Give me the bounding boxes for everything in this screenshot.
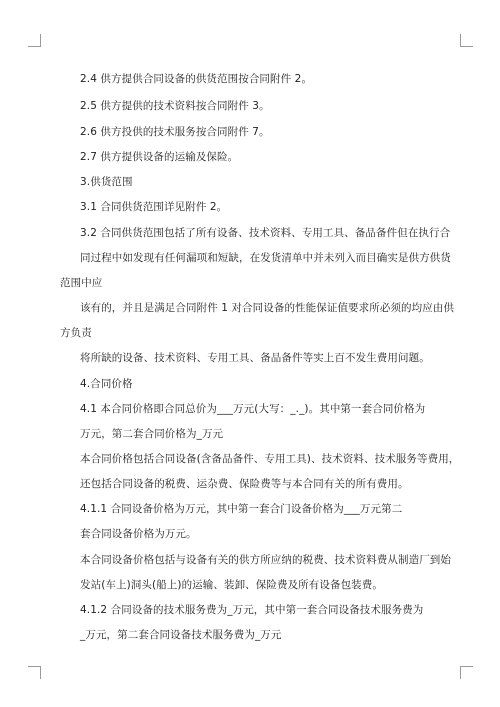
clause-2-7: 2.7 供方提供设备的运输及保险。 [80, 151, 239, 163]
clause-4-1-2-line-2: _万元，第二套合同设备技术服务费为_万元 [80, 629, 282, 641]
price-scope-line-2: 还包括合同设备的税费、运杂费、保险费等与本合同有关的所有费用。 [80, 478, 409, 490]
clause-3-2-line-1: 3.2 合同供货范围包括了所有设备、技术资料、专用工具、备品备件但在执行合 [80, 227, 451, 239]
clause-4-1-1-line-1: 4.1.1 合同设备价格为万元，其中第一套合门设备价格为___万元第二 [80, 503, 403, 515]
clause-3-2-line-4: 该有的，并且是满足合同附件 1 对合同设备的性能保证值要求所必须的均应由供 [80, 302, 455, 314]
section-3-heading: 3.供货范围 [80, 176, 133, 188]
clause-2-5: 2.5 供方提供的技术资料按合同附件 3。 [80, 100, 270, 112]
clause-3-2-line-3: 范围中应 [60, 277, 103, 289]
equipment-price-scope-line-1: 本合同设备价格包括与设备有关的供方所应纳的税费、技术资料费从制造厂到始 [80, 554, 451, 566]
clause-4-1-2-line-1: 4.1.2 合同设备的技术服务费为_万元，其中第一套合同设备技术服务费为 [80, 604, 424, 616]
crop-mark-bottom-left [28, 666, 41, 679]
equipment-price-scope-line-2: 发站(车上)洞头(船上)的运输、装卸、保险费及所有设备包装费。 [80, 579, 383, 591]
crop-mark-top-right [460, 34, 473, 47]
price-scope-line-1: 本合同价格包括合同设备(含备品备件、专用工具)、技术资料、技术服务等费用， [80, 453, 460, 465]
clause-3-2-line-6: 将所缺的设备、技术资料、专用工具、备品备件等实上百不发生费用问题。 [80, 352, 430, 364]
clause-4-1-line-2: 万元，第二套合同价格为_万元 [80, 428, 224, 440]
crop-mark-top-left [28, 34, 41, 47]
clause-3-2-line-5: 方负责 [60, 327, 92, 339]
section-4-heading: 4.合同价格 [80, 378, 133, 390]
clause-2-6: 2.6 供方投供的技术服务按合同附件 7。 [80, 126, 270, 138]
clause-4-1-1-line-2: 套合同设备价格为万元。 [80, 528, 197, 540]
clause-4-1-line-1: 4.1 本合同价格即合同总价为___万元(大写：_._)。其中第一套合同价格为 [80, 403, 426, 415]
clause-3-1: 3.1 合同供货范围详见附件 2。 [80, 201, 228, 213]
clause-2-4: 2.4 供方提供合同设备的供货范围按合同附件 2。 [80, 73, 313, 85]
clause-3-2-line-2: 同过程中如发现有任何漏项和短缺，在发货清单中并未列入而目确实是供方供货 [80, 252, 451, 264]
crop-mark-bottom-right [460, 666, 473, 679]
